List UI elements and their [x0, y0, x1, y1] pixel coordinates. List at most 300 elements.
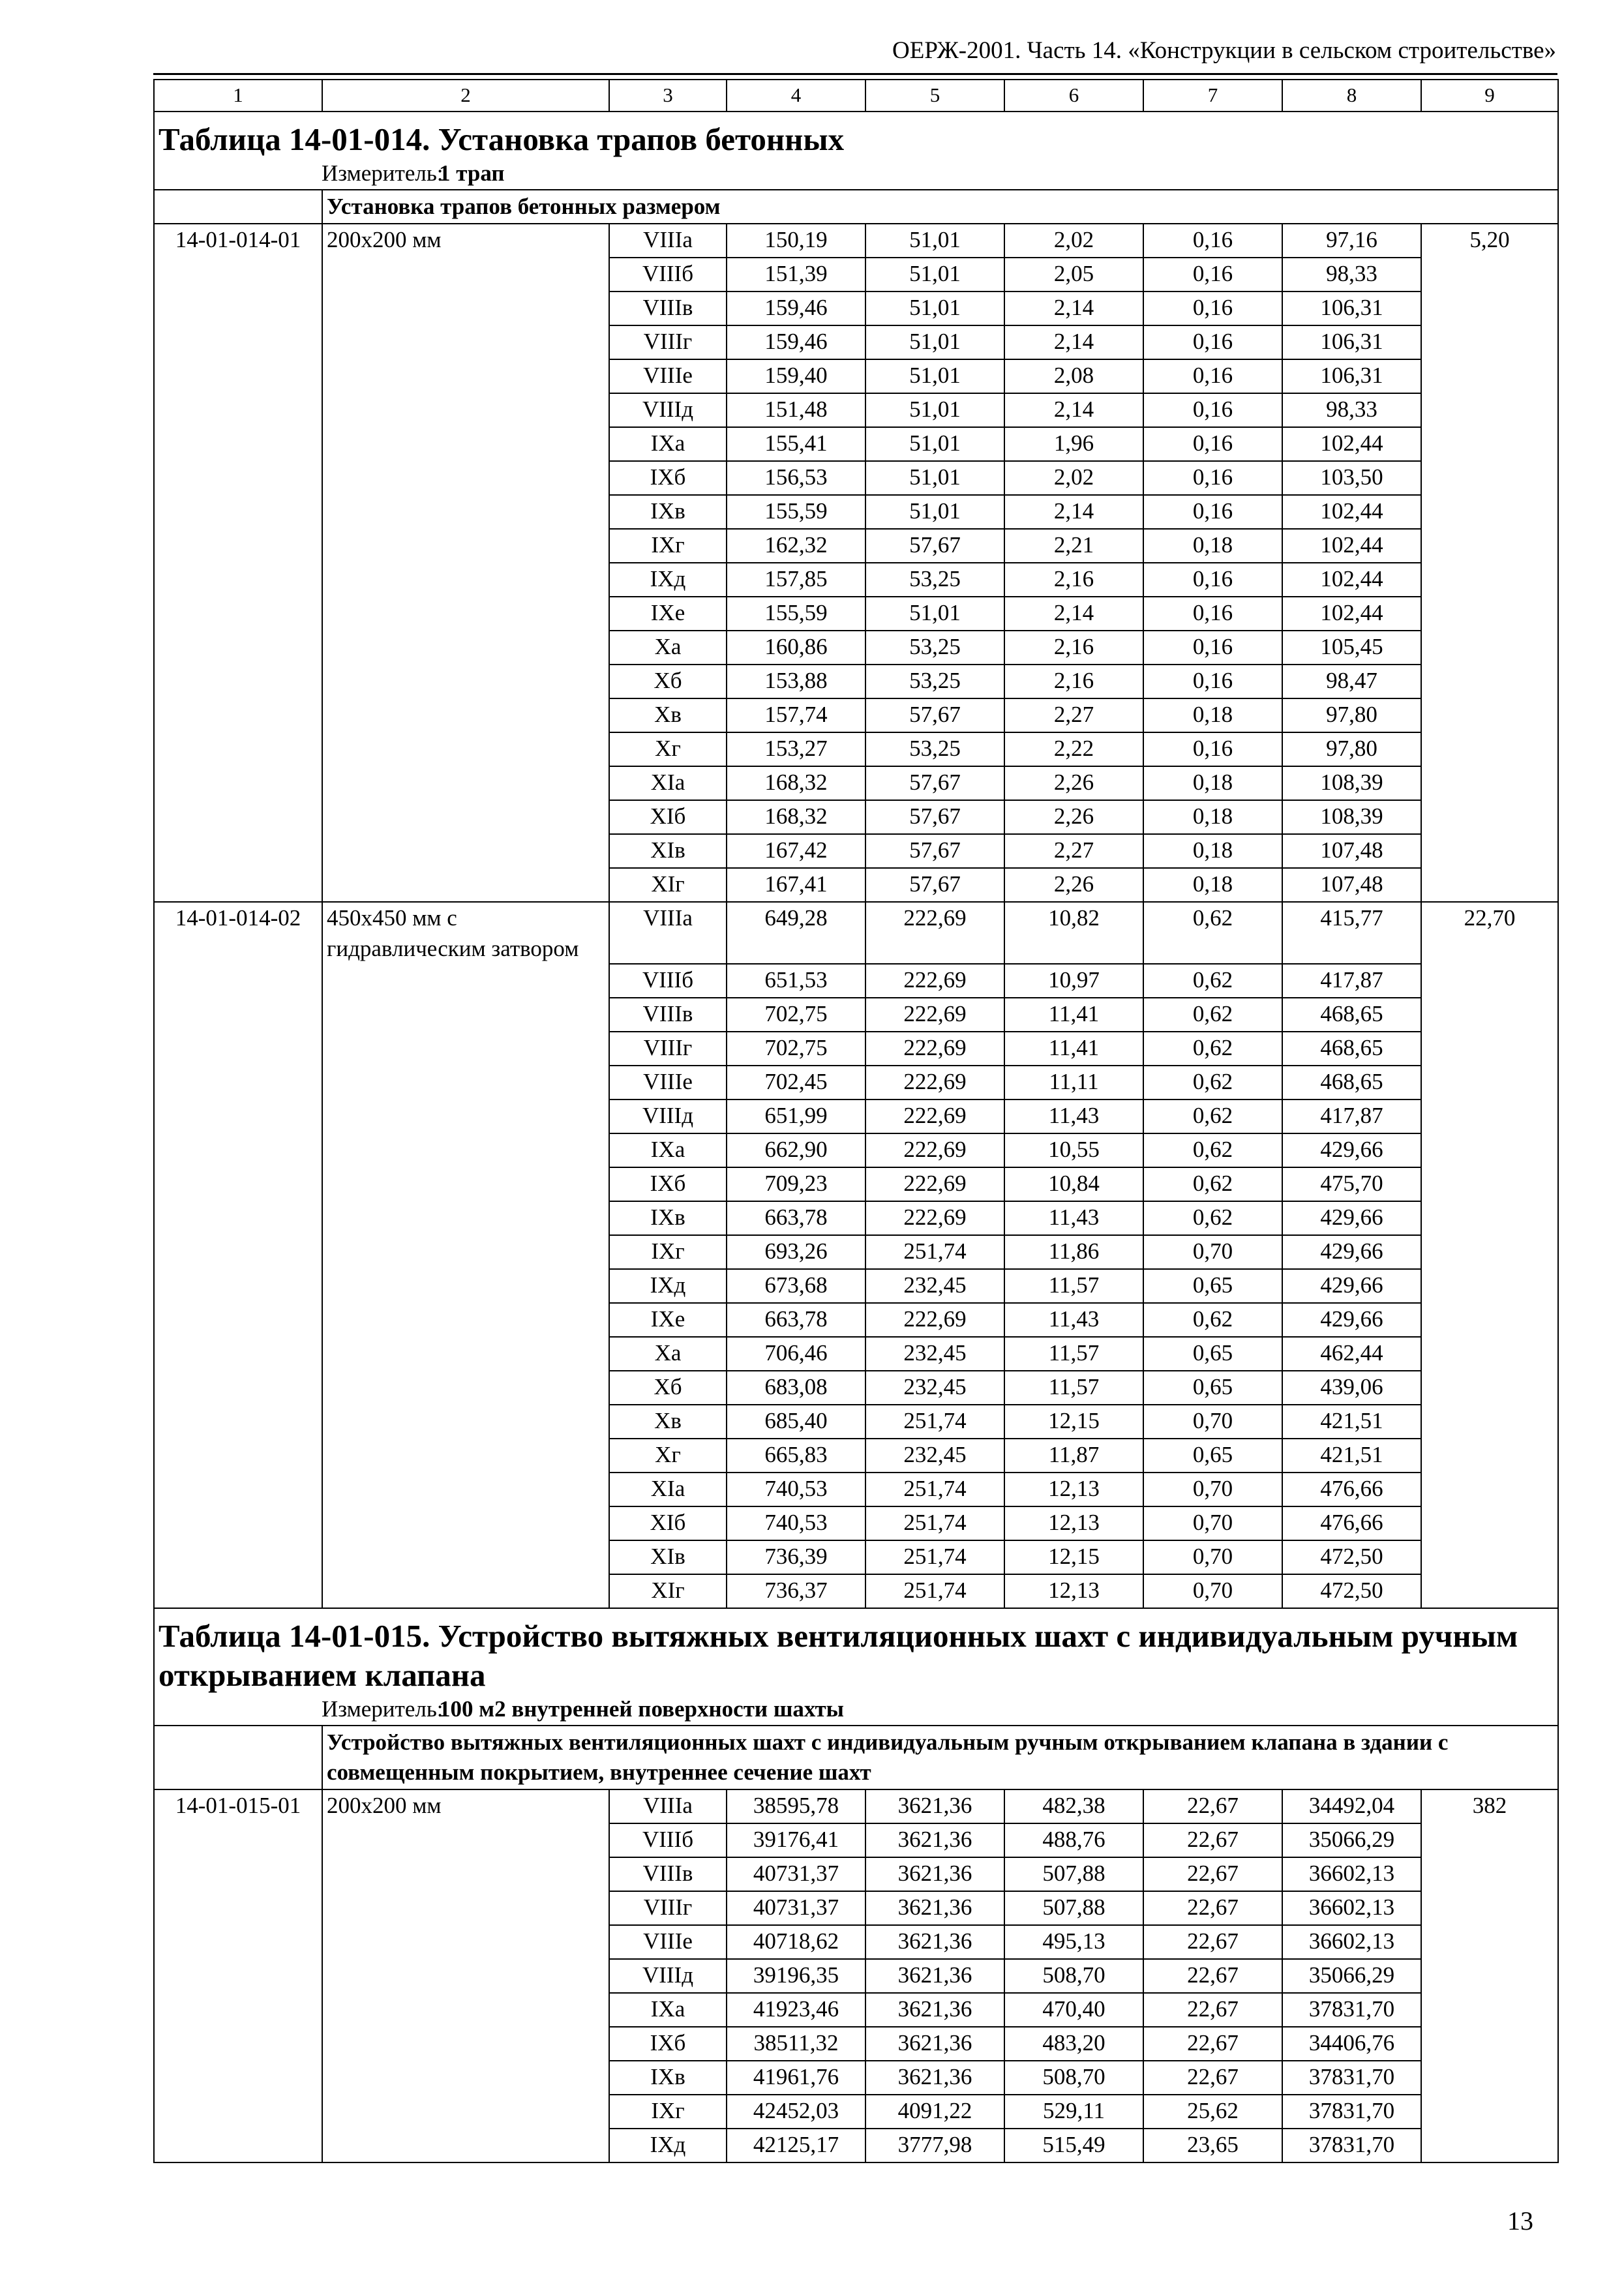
value-cell: 159,40 — [727, 359, 865, 393]
value-cell: 98,33 — [1282, 393, 1421, 427]
value-cell: 421,51 — [1282, 1439, 1421, 1473]
value-cell: 0,16 — [1143, 427, 1282, 461]
rate-name — [322, 766, 609, 800]
rate-name — [322, 427, 609, 461]
rate-col9 — [1421, 665, 1558, 698]
rate-col9 — [1421, 393, 1558, 427]
value-cell: 475,70 — [1282, 1167, 1421, 1201]
table-title: Таблица 14-01-014. Установка трапов бетонных — [154, 112, 1558, 159]
rate-code: 14-01-014-02 — [154, 902, 322, 964]
table-row — [154, 1959, 1558, 1993]
rate-col9 — [1421, 1823, 1558, 1857]
table-row — [154, 1201, 1558, 1235]
table-row — [154, 998, 1558, 1032]
rate-col9 — [1421, 964, 1558, 998]
value-cell: 662,90 — [727, 1133, 865, 1167]
measure-label: Измеритель: — [322, 1696, 444, 1722]
section-row — [154, 1726, 1558, 1789]
rate-code — [154, 359, 322, 393]
value-cell: 53,25 — [865, 732, 1004, 766]
rate-col9 — [1421, 563, 1558, 597]
table-title-row — [154, 1608, 1558, 1695]
rate-col9 — [1421, 1337, 1558, 1371]
rate-code — [154, 393, 322, 427]
value-cell: 651,99 — [727, 1100, 865, 1133]
value-cell: 51,01 — [865, 427, 1004, 461]
value-cell: 222,69 — [865, 1066, 1004, 1100]
zone-code: IXб — [609, 461, 727, 495]
rate-name — [322, 698, 609, 732]
table-row — [154, 1993, 1558, 2027]
zone-code: VIIIб — [609, 258, 727, 292]
value-cell: 740,53 — [727, 1473, 865, 1506]
table-row — [154, 2027, 1558, 2061]
value-cell: 222,69 — [865, 1133, 1004, 1167]
value-cell: 12,15 — [1004, 1405, 1143, 1439]
value-cell: 706,46 — [727, 1337, 865, 1371]
value-cell: 39176,41 — [727, 1823, 865, 1857]
rate-col9 — [1421, 1100, 1558, 1133]
value-cell: 2,08 — [1004, 359, 1143, 393]
rate-code — [154, 1857, 322, 1891]
rate-code — [154, 2095, 322, 2129]
value-cell: 2,27 — [1004, 698, 1143, 732]
rate-col9 — [1421, 1857, 1558, 1891]
rate-code — [154, 597, 322, 631]
rate-code — [154, 1167, 322, 1201]
rate-col9 — [1421, 258, 1558, 292]
column-number: 5 — [865, 80, 1004, 112]
value-cell: 0,65 — [1143, 1371, 1282, 1405]
rate-code — [154, 1066, 322, 1100]
rate-code — [154, 964, 322, 998]
table-row — [154, 2129, 1558, 2162]
value-cell: 22,67 — [1143, 1993, 1282, 2027]
value-cell: 483,20 — [1004, 2027, 1143, 2061]
value-cell: 468,65 — [1282, 998, 1421, 1032]
value-cell: 97,80 — [1282, 732, 1421, 766]
value-cell: 11,41 — [1004, 998, 1143, 1032]
value-cell: 106,31 — [1282, 359, 1421, 393]
value-cell: 429,66 — [1282, 1133, 1421, 1167]
value-cell: 57,67 — [865, 698, 1004, 732]
section-title: Установка трапов бетонных размером — [322, 190, 1558, 224]
value-cell: 468,65 — [1282, 1066, 1421, 1100]
value-cell: 0,16 — [1143, 495, 1282, 529]
table-row — [154, 1066, 1558, 1100]
value-cell: 155,41 — [727, 427, 865, 461]
rate-name — [322, 1032, 609, 1066]
zone-code: XIа — [609, 1473, 727, 1506]
zone-code: VIIIе — [609, 1066, 727, 1100]
zone-code: Xг — [609, 1439, 727, 1473]
rate-name — [322, 1167, 609, 1201]
value-cell: 11,41 — [1004, 1032, 1143, 1066]
value-cell: 1,96 — [1004, 427, 1143, 461]
rate-code: 14-01-014-01 — [154, 224, 322, 258]
zone-code: XIа — [609, 766, 727, 800]
value-cell: 507,88 — [1004, 1857, 1143, 1891]
zone-code: IXд — [609, 2129, 727, 2162]
value-cell: 106,31 — [1282, 325, 1421, 359]
rate-col9 — [1421, 461, 1558, 495]
table-title: Таблица 14-01-015. Устройство вытяжных вентиляционных шахт с индивидуальным ручным открыванием клапана — [154, 1608, 1558, 1695]
value-cell: 508,70 — [1004, 1959, 1143, 1993]
value-cell: 3621,36 — [865, 1789, 1004, 1823]
table-row — [154, 1405, 1558, 1439]
value-cell: 3621,36 — [865, 1891, 1004, 1925]
zone-code: Xа — [609, 631, 727, 665]
rate-code — [154, 665, 322, 698]
table-row — [154, 1167, 1558, 1201]
value-cell: 0,18 — [1143, 529, 1282, 563]
section-row — [154, 190, 1558, 224]
value-cell: 429,66 — [1282, 1269, 1421, 1303]
rate-code — [154, 1032, 322, 1066]
section-spacer — [154, 1726, 322, 1789]
value-cell: 57,67 — [865, 868, 1004, 902]
rate-col9 — [1421, 868, 1558, 902]
value-cell: 12,13 — [1004, 1506, 1143, 1540]
value-cell: 0,62 — [1143, 1100, 1282, 1133]
rate-col9 — [1421, 1269, 1558, 1303]
value-cell: 0,16 — [1143, 359, 1282, 393]
rate-name — [322, 1540, 609, 1574]
column-number: 6 — [1004, 80, 1143, 112]
value-cell: 736,37 — [727, 1574, 865, 1608]
zone-code: Xв — [609, 1405, 727, 1439]
table-row — [154, 1100, 1558, 1133]
value-cell: 155,59 — [727, 597, 865, 631]
rate-col9: 22,70 — [1421, 902, 1558, 964]
value-cell: 162,32 — [727, 529, 865, 563]
rate-name — [322, 529, 609, 563]
zone-code: IXе — [609, 1303, 727, 1337]
value-cell: 167,42 — [727, 834, 865, 868]
table-row — [154, 325, 1558, 359]
value-cell: 515,49 — [1004, 2129, 1143, 2162]
rate-code — [154, 1100, 322, 1133]
rate-col9: 382 — [1421, 1789, 1558, 1823]
rate-name — [322, 597, 609, 631]
zone-code: XIг — [609, 868, 727, 902]
rate-name — [322, 1269, 609, 1303]
rate-col9 — [1421, 1473, 1558, 1506]
value-cell: 22,67 — [1143, 2061, 1282, 2095]
value-cell: 0,16 — [1143, 258, 1282, 292]
value-cell: 417,87 — [1282, 964, 1421, 998]
rate-col9 — [1421, 1303, 1558, 1337]
rate-code — [154, 529, 322, 563]
rate-name — [322, 998, 609, 1032]
rate-code — [154, 1823, 322, 1857]
value-cell: 102,44 — [1282, 563, 1421, 597]
zone-code: VIIIг — [609, 325, 727, 359]
rate-code — [154, 766, 322, 800]
rate-col9 — [1421, 325, 1558, 359]
rate-name — [322, 1133, 609, 1167]
value-cell: 0,62 — [1143, 1167, 1282, 1201]
value-cell: 0,18 — [1143, 766, 1282, 800]
table-row — [154, 964, 1558, 998]
value-cell: 22,67 — [1143, 1789, 1282, 1823]
rate-col9 — [1421, 1993, 1558, 2027]
value-cell: 251,74 — [865, 1540, 1004, 1574]
column-number: 9 — [1421, 80, 1558, 112]
rate-name — [322, 258, 609, 292]
rate-col9 — [1421, 1235, 1558, 1269]
value-cell: 38511,32 — [727, 2027, 865, 2061]
value-cell: 0,18 — [1143, 800, 1282, 834]
zone-code: XIг — [609, 1574, 727, 1608]
value-cell: 155,59 — [727, 495, 865, 529]
rate-col9 — [1421, 2129, 1558, 2162]
table-title-row — [154, 112, 1558, 159]
rate-col9 — [1421, 1891, 1558, 1925]
value-cell: 702,75 — [727, 1032, 865, 1066]
rate-col9 — [1421, 998, 1558, 1032]
rate-code — [154, 427, 322, 461]
rate-code — [154, 563, 322, 597]
rate-col9 — [1421, 427, 1558, 461]
value-cell: 651,53 — [727, 964, 865, 998]
running-header: ОЕРЖ-2001. Часть 14. «Конструкции в сельском строительстве» — [892, 37, 1556, 64]
rate-code — [154, 1506, 322, 1540]
value-cell: 0,70 — [1143, 1574, 1282, 1608]
table-row — [154, 427, 1558, 461]
rate-name — [322, 1439, 609, 1473]
rates-table — [153, 79, 1559, 2163]
table-row — [154, 2061, 1558, 2095]
rate-col9 — [1421, 1925, 1558, 1959]
value-cell: 472,50 — [1282, 1540, 1421, 1574]
table-row — [154, 1371, 1558, 1405]
value-cell: 11,43 — [1004, 1100, 1143, 1133]
rate-col9 — [1421, 732, 1558, 766]
rate-name — [322, 964, 609, 998]
value-cell: 0,18 — [1143, 698, 1282, 732]
rate-col9: 5,20 — [1421, 224, 1558, 258]
value-cell: 0,16 — [1143, 224, 1282, 258]
rate-col9 — [1421, 698, 1558, 732]
zone-code: IXв — [609, 2061, 727, 2095]
value-cell: 0,70 — [1143, 1506, 1282, 1540]
value-cell: 103,50 — [1282, 461, 1421, 495]
value-cell: 11,11 — [1004, 1066, 1143, 1100]
value-cell: 2,02 — [1004, 224, 1143, 258]
value-cell: 51,01 — [865, 292, 1004, 325]
value-cell: 160,86 — [727, 631, 865, 665]
rate-code — [154, 258, 322, 292]
table-row — [154, 1574, 1558, 1608]
value-cell: 3777,98 — [865, 2129, 1004, 2162]
value-cell: 51,01 — [865, 393, 1004, 427]
value-cell: 51,01 — [865, 359, 1004, 393]
zone-code: IXв — [609, 1201, 727, 1235]
value-cell: 36602,13 — [1282, 1891, 1421, 1925]
value-cell: 663,78 — [727, 1303, 865, 1337]
value-cell: 51,01 — [865, 258, 1004, 292]
table-row — [154, 597, 1558, 631]
rate-name — [322, 1405, 609, 1439]
value-cell: 41923,46 — [727, 1993, 865, 2027]
value-cell: 153,88 — [727, 665, 865, 698]
value-cell: 98,33 — [1282, 258, 1421, 292]
value-cell: 2,16 — [1004, 665, 1143, 698]
value-cell: 42125,17 — [727, 2129, 865, 2162]
rate-col9 — [1421, 834, 1558, 868]
value-cell: 421,51 — [1282, 1405, 1421, 1439]
zone-code: XIв — [609, 1540, 727, 1574]
rate-code — [154, 1540, 322, 1574]
value-cell: 22,67 — [1143, 1823, 1282, 1857]
measure-row — [154, 159, 1558, 190]
value-cell: 2,27 — [1004, 834, 1143, 868]
rate-col9 — [1421, 2095, 1558, 2129]
value-cell: 3621,36 — [865, 1857, 1004, 1891]
rate-name — [322, 1891, 609, 1925]
value-cell: 151,39 — [727, 258, 865, 292]
rate-code — [154, 1133, 322, 1167]
value-cell: 222,69 — [865, 1167, 1004, 1201]
rate-code — [154, 1371, 322, 1405]
measure-value: 100 м2 внутренней поверхности шахты — [439, 1696, 845, 1722]
rate-code — [154, 998, 322, 1032]
rate-code — [154, 631, 322, 665]
zone-code: VIIIб — [609, 1823, 727, 1857]
value-cell: 4091,22 — [865, 2095, 1004, 2129]
value-cell: 0,70 — [1143, 1405, 1282, 1439]
rate-name — [322, 1201, 609, 1235]
rate-name — [322, 359, 609, 393]
value-cell: 57,67 — [865, 766, 1004, 800]
value-cell: 40718,62 — [727, 1925, 865, 1959]
value-cell: 37831,70 — [1282, 2061, 1421, 2095]
rate-name — [322, 834, 609, 868]
value-cell: 222,69 — [865, 964, 1004, 998]
value-cell: 57,67 — [865, 834, 1004, 868]
value-cell: 665,83 — [727, 1439, 865, 1473]
value-cell: 0,62 — [1143, 1201, 1282, 1235]
rate-name: 450х450 мм с гидравлическим затвором — [322, 902, 609, 964]
rate-col9 — [1421, 1439, 1558, 1473]
value-cell: 232,45 — [865, 1439, 1004, 1473]
value-cell: 157,74 — [727, 698, 865, 732]
zone-code: VIIIд — [609, 1100, 727, 1133]
table-row — [154, 868, 1558, 902]
value-cell: 702,45 — [727, 1066, 865, 1100]
value-cell: 702,75 — [727, 998, 865, 1032]
zone-code: VIIIг — [609, 1891, 727, 1925]
rate-name — [322, 2129, 609, 2162]
value-cell: 156,53 — [727, 461, 865, 495]
table-row — [154, 258, 1558, 292]
table-row — [154, 1269, 1558, 1303]
rate-code — [154, 1303, 322, 1337]
value-cell: 102,44 — [1282, 529, 1421, 563]
table-row — [154, 292, 1558, 325]
rate-col9 — [1421, 1540, 1558, 1574]
table-row — [154, 1925, 1558, 1959]
value-cell: 35066,29 — [1282, 1959, 1421, 1993]
rate-name — [322, 325, 609, 359]
rate-name: 200х200 мм — [322, 224, 609, 258]
value-cell: 51,01 — [865, 495, 1004, 529]
rate-name — [322, 1506, 609, 1540]
value-cell: 51,01 — [865, 224, 1004, 258]
measure-cell — [154, 1695, 1558, 1726]
header-rule — [153, 73, 1557, 75]
column-number: 8 — [1282, 80, 1421, 112]
value-cell: 429,66 — [1282, 1303, 1421, 1337]
value-cell: 415,77 — [1282, 902, 1421, 964]
value-cell: 168,32 — [727, 766, 865, 800]
value-cell: 108,39 — [1282, 766, 1421, 800]
table-row — [154, 1235, 1558, 1269]
rate-name — [322, 732, 609, 766]
rate-code — [154, 2129, 322, 2162]
zone-code: VIIIд — [609, 1959, 727, 1993]
value-cell: 0,62 — [1143, 902, 1282, 964]
zone-code: VIIIг — [609, 1032, 727, 1066]
rate-col9 — [1421, 1371, 1558, 1405]
value-cell: 0,18 — [1143, 834, 1282, 868]
value-cell: 57,67 — [865, 529, 1004, 563]
rate-code — [154, 800, 322, 834]
rate-code — [154, 732, 322, 766]
value-cell: 53,25 — [865, 665, 1004, 698]
table-row — [154, 359, 1558, 393]
rate-col9 — [1421, 1959, 1558, 1993]
value-cell: 222,69 — [865, 1303, 1004, 1337]
value-cell: 673,68 — [727, 1269, 865, 1303]
rate-col9 — [1421, 1506, 1558, 1540]
table-row — [154, 631, 1558, 665]
rate-code — [154, 1405, 322, 1439]
rate-name — [322, 461, 609, 495]
zone-code: Xб — [609, 665, 727, 698]
value-cell: 685,40 — [727, 1405, 865, 1439]
table-row — [154, 495, 1558, 529]
rate-name: 200х200 мм — [322, 1789, 609, 1823]
table-row — [154, 563, 1558, 597]
zone-code: IXв — [609, 495, 727, 529]
table-row — [154, 1337, 1558, 1371]
value-cell: 57,67 — [865, 800, 1004, 834]
rate-name — [322, 1303, 609, 1337]
rate-code — [154, 1235, 322, 1269]
rate-name — [322, 495, 609, 529]
value-cell: 2,14 — [1004, 495, 1143, 529]
section-spacer — [154, 190, 322, 224]
zone-code: IXг — [609, 1235, 727, 1269]
value-cell: 40731,37 — [727, 1857, 865, 1891]
table-row — [154, 1303, 1558, 1337]
value-cell: 495,13 — [1004, 1925, 1143, 1959]
value-cell: 3621,36 — [865, 1959, 1004, 1993]
value-cell: 429,66 — [1282, 1201, 1421, 1235]
rate-name — [322, 631, 609, 665]
zone-code: VIIIа — [609, 902, 727, 964]
value-cell: 102,44 — [1282, 427, 1421, 461]
zone-code: VIIIд — [609, 393, 727, 427]
rate-name — [322, 292, 609, 325]
value-cell: 159,46 — [727, 292, 865, 325]
value-cell: 2,26 — [1004, 868, 1143, 902]
value-cell: 12,13 — [1004, 1473, 1143, 1506]
rate-code — [154, 1439, 322, 1473]
rate-col9 — [1421, 292, 1558, 325]
